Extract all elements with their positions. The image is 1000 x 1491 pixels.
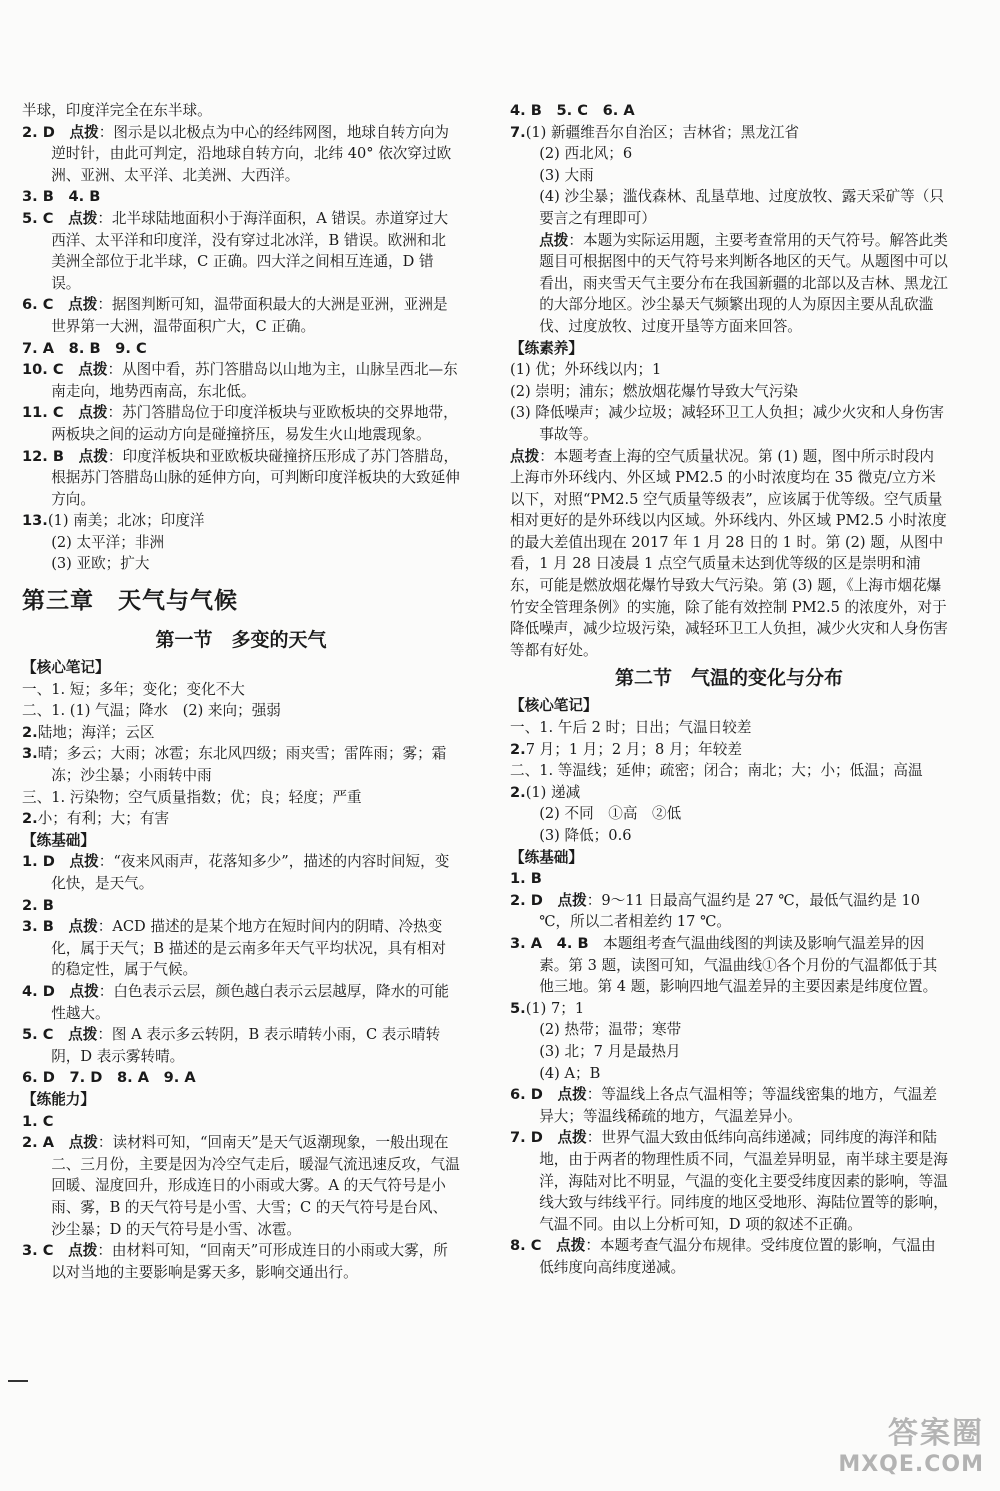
answer-text: ：等温线上各点气温相等；等温线密集的地方，气温差异大；等温线稀疏的地方，气温差异小。 xyxy=(539,1086,937,1125)
answer-text: ：印度洋板块和亚欧板块碰撞挤压形成了苏门答腊岛，根据苏门答腊岛山脉的延伸方向，可判断印度洋板块的大致延伸方向。 xyxy=(51,447,460,508)
hint-label: 点拨 xyxy=(69,123,99,141)
answer-text: 三、1. 污染物；空气质量指数；优；良；轻度；严重 xyxy=(22,788,362,806)
answer-text: (2) 西北风；6 xyxy=(539,145,633,163)
answer-number: 7. xyxy=(510,123,526,141)
hint-label: 点拨 xyxy=(69,853,99,871)
answer-item xyxy=(22,1024,460,1067)
answer-item xyxy=(22,532,460,554)
answer-number: 4. D xyxy=(22,982,55,1000)
answer-text: ：本题考查气温分布规律。受纬度位置的影响，气温由低纬度向高纬度递减。 xyxy=(539,1237,936,1276)
answer-item xyxy=(510,825,948,847)
hint-label: 点拨 xyxy=(78,361,108,379)
answer-text: (3) 北；7 月是最热月 xyxy=(539,1042,681,1060)
answer-text: (1) 递减 xyxy=(525,783,581,801)
answer-text: 二、1. (1) 气温；降水 (2) 来向；强弱 xyxy=(22,702,281,720)
answer-number: 6. C xyxy=(22,296,54,314)
answer-number: 1. D xyxy=(22,853,55,871)
answer-item xyxy=(22,787,460,809)
section-title: 第一节 多变的天气 xyxy=(155,629,327,652)
answer-text: ：本题为实际运用题，主要考查常用的天气符号。解答此类题目可根据图中的天气符号来判断各地区的天气。从题图中可以看出，雨夹雪天气主要分布在我国新疆的北部以及吉林、黑龙江的大部分地区。沙尘暴天气频繁出现的人为原因主要从乱砍滥伐、过度放牧、过度开垦等方面来回答。 xyxy=(539,231,948,335)
answer-text: (1) 南美；北冰；印度洋 xyxy=(47,512,205,530)
section-title: 第二节 气温的变化与分布 xyxy=(614,667,843,690)
answer-text: (2) 热带；温带；寒带 xyxy=(539,1021,682,1039)
answer-number: 4. B 5. C 6. A xyxy=(510,102,635,119)
answer-text: ：北半球陆地面积小于海洋面积，A 错误。赤道穿过大西洋、太平洋和印度洋，没有穿过北冰洋，B 错误。欧洲和北美洲全部位于北半球，C 正确。四大洋之间相互连通，D 错误。 xyxy=(51,209,449,292)
answer-item xyxy=(22,981,460,1024)
answer-text: 7 月；1 月；2 月；8 月；年较差 xyxy=(525,740,742,758)
answer-number: 13. xyxy=(22,512,48,530)
hint-label: 点拨 xyxy=(68,296,98,314)
answer-item xyxy=(510,1041,948,1063)
answer-item xyxy=(22,808,460,830)
answer-item xyxy=(22,743,460,786)
left-column xyxy=(22,100,460,1283)
answer-text: (4) 沙尘暴；滥伐森林、乱垦草地、过度放牧、露天采矿等（只要言之有理即可） xyxy=(539,188,944,227)
hint-label: 点拨 xyxy=(78,447,108,465)
answer-item xyxy=(510,381,948,403)
hint-label: 点拨 xyxy=(510,447,540,465)
answer-text: 小；有利；大；有害 xyxy=(37,810,170,828)
hint-label: 点拨 xyxy=(557,891,587,909)
answer-item xyxy=(22,553,460,575)
answer-item xyxy=(22,446,460,511)
answer-text: 一、1. 午后 2 时；日出；气温日较差 xyxy=(510,719,752,737)
hint-label: 点拨 xyxy=(68,1026,98,1044)
answer-item xyxy=(510,933,948,998)
answer-text: 二、1. 等温线；延伸；疏密；闭合；南北；大；小；低温；高温 xyxy=(510,762,923,780)
answer-text: (3) 亚欧；扩大 xyxy=(51,555,150,573)
hint-label: 点拨 xyxy=(557,1086,587,1104)
answer-item xyxy=(510,230,948,338)
answer-text: (2) 不同 ①高 ②低 xyxy=(539,805,682,823)
answer-number: 5. C xyxy=(22,1026,54,1044)
answer-item xyxy=(22,895,460,917)
chapter-title: 第三章 天气与气候 xyxy=(22,588,238,615)
answer-text: ：世界气温大致由低纬向高纬递减；同纬度的海洋和陆地，由于两者的物理性质不同，气温差异明显，南半球主要是海洋，海陆对比不明显，气温的变化主要受纬度因素的影响，等温线大致与纬线平行。同纬度的地区受地形、海陆位置等的影响，气温不同。由以上分析可知，D 项的叙述不正确。 xyxy=(539,1129,948,1233)
answer-text: ：ACD 描述的是某个地方在短时间内的阴晴、冷热变化，属于天气；B 描述的是云南多年天气平均状况，具有相对的稳定性，属于气候。 xyxy=(51,918,446,979)
answer-item xyxy=(510,717,948,739)
answer-number: 10. C xyxy=(22,361,64,379)
answer-item xyxy=(22,1240,460,1283)
answer-item xyxy=(22,851,460,894)
answer-text: ：据图判断可知，温带面积最大的大洲是亚洲，亚洲是世界第一大洲，温带面积广大，C 正确。 xyxy=(51,296,448,335)
answer-item xyxy=(22,916,460,981)
answer-item xyxy=(22,722,460,744)
answer-item xyxy=(22,359,460,402)
answer-number: 11. C xyxy=(22,404,64,422)
answer-number: 6. D 7. D 8. A 9. A xyxy=(22,1069,196,1087)
answer-number: 7. A 8. B 9. C xyxy=(22,339,147,357)
answer-number: 2. xyxy=(22,723,38,741)
answer-item xyxy=(510,1019,948,1041)
answer-text: ：“夜来风雨声，花落知多少”，描述的内容时间短，变化快，是天气。 xyxy=(51,853,450,892)
answer-text: (1) 7；1 xyxy=(525,999,585,1017)
answer-text: (3) 大雨 xyxy=(539,166,594,184)
watermark-url: MXQE.COM xyxy=(838,1452,984,1477)
section-label: 【核心笔记】 xyxy=(22,659,110,677)
answer-text: ：苏门答腊岛位于印度洋板块与亚欧板块的交界地带，两板块之间的运动方向是碰撞挤压，易发生火山地震现象。 xyxy=(51,404,458,443)
answer-item xyxy=(22,122,460,187)
answer-item xyxy=(510,402,948,445)
answer-number: 1. C xyxy=(22,1112,54,1130)
watermark xyxy=(838,1408,984,1477)
answer-text: (4) A；B xyxy=(539,1064,601,1082)
answer-item xyxy=(510,100,948,122)
answer-item xyxy=(510,143,948,165)
answer-item xyxy=(22,294,460,337)
answer-item xyxy=(22,700,460,722)
answer-item xyxy=(510,803,948,825)
answer-item xyxy=(510,1127,948,1235)
answer-item xyxy=(22,186,460,208)
answer-item xyxy=(510,1235,948,1278)
answer-text: (2) 崇明；浦东；燃放烟花爆竹导致大气污染 xyxy=(510,382,799,400)
answer-text: ：从图中看，苏门答腊岛以山地为主，山脉呈西北—东南走向，地势西南高，东北低。 xyxy=(51,361,458,400)
section-label: 【核心笔记】 xyxy=(510,697,598,715)
answer-item xyxy=(510,739,948,761)
right-column xyxy=(510,100,948,1278)
hint-label: 点拨 xyxy=(68,918,98,936)
answer-item xyxy=(22,1067,460,1089)
answer-text: ：读材料可知，“回南天”是天气返潮现象，一般出现在二、三月份，主要是因为冷空气走后，暖湿气流迅速反攻，气温回暖、湿度回升，形成连日的小雨或大雾。A 的天气符号是小雨、雾，B 的天气符号是小雪、大雪；C 的天气符号是台风、沙尘暴；D 的天气符号是小雪、冰雹。 xyxy=(51,1134,460,1238)
answer-number: 3. B xyxy=(22,918,54,936)
answer-number: 12. B xyxy=(22,447,65,465)
answer-item xyxy=(22,208,460,294)
answer-text: 半球，印度洋完全在东半球。 xyxy=(22,102,212,119)
answer-item xyxy=(22,679,460,701)
section-label: 【练基础】 xyxy=(510,848,583,866)
answer-number: 2. B xyxy=(22,896,54,914)
answer-number: 2. xyxy=(22,810,38,828)
answer-text: ：图示是以北极点为中心的经纬网图，地球自转方向为逆时针，由此可判定，沿地球自转方向，北纬 40° 依次穿过欧洲、亚洲、太平洋、北美洲、大西洋。 xyxy=(51,123,452,184)
answer-item xyxy=(510,760,948,782)
answer-text: ：由材料可知，“回南天”可形成连日的小雨或大雾，所以对当地的主要影响是雾天多，影响交通出行。 xyxy=(51,1242,448,1281)
answer-item xyxy=(22,1111,460,1133)
answer-number: 6. D xyxy=(510,1086,543,1104)
answer-item xyxy=(22,402,460,445)
answer-item xyxy=(510,165,948,187)
answer-item xyxy=(510,868,948,890)
hint-label: 点拨 xyxy=(68,1134,98,1152)
watermark-logo: 答案圈 xyxy=(888,1416,984,1451)
answer-number: 3. C xyxy=(22,1242,54,1260)
hint-label: 点拨 xyxy=(557,1129,587,1147)
answer-number: 3. A 4. B xyxy=(510,934,589,952)
answer-text: 晴；多云；大雨；冰雹；东北风四级；雨夹雪；雷阵雨；雾；霜冻；沙尘暴；小雨转中雨 xyxy=(37,745,447,785)
answer-number: 2. xyxy=(510,783,526,801)
answer-text: (3) 降低噪声；减少垃圾；减轻环卫工人负担；减少火灾和人身伤害事故等。 xyxy=(510,404,944,443)
answer-number: 5. C xyxy=(22,209,54,227)
answer-number: 8. C xyxy=(510,1237,542,1255)
answer-item xyxy=(22,1132,460,1240)
answer-text: 本题组考查气温曲线图的判读及影响气温差异的因素。第 3 题，读图可知，气温曲线①各个月份的气温都低于其他三地。第 4 题，影响四地气温差异的主要因素是纬度位置。 xyxy=(539,934,938,996)
answer-item xyxy=(510,122,948,144)
answer-item xyxy=(510,359,948,381)
answer-text: ：9～11 日最高气温约是 27 ℃，最低气温约是 10 ℃，所以二者相差约 17 ℃。 xyxy=(539,891,921,931)
answer-item xyxy=(510,782,948,804)
section-label: 【练基础】 xyxy=(22,831,95,849)
answer-item xyxy=(510,890,948,933)
answer-number: 3. B 4. B xyxy=(22,188,101,206)
hint-label: 点拨 xyxy=(78,404,108,422)
section-label: 【练能力】 xyxy=(22,1090,95,1108)
answer-text: (2) 太平洋；非洲 xyxy=(51,533,165,551)
answer-item xyxy=(22,510,460,532)
answer-number: 2. A xyxy=(22,1134,55,1152)
page-number-mark xyxy=(8,1380,28,1382)
answer-text: (1) 优；外环线以内；1 xyxy=(510,361,662,379)
answer-item xyxy=(22,100,460,122)
answer-item xyxy=(22,338,460,360)
answer-number: 2. xyxy=(510,740,526,758)
hint-label: 点拨 xyxy=(539,231,569,249)
answer-text: (3) 降低；0.6 xyxy=(539,827,632,844)
answer-number: 2. D xyxy=(510,891,543,909)
answer-text: ：图 A 表示多云转阴，B 表示晴转小雨，C 表示晴转阴，D 表示雾转晴。 xyxy=(51,1026,441,1065)
hint-label: 点拨 xyxy=(68,209,98,227)
answer-text: ：本题考查上海的空气质量状况。第 (1) 题，图中所示时段内上海市外环线内、外区域 PM2.5 的小时浓度均在 35 微克/立方米以下，对照“PM2.5 空气质量等级表”，应该属于优等级。空气质量相对更好的是外环线以内区域。外环线内、外区域 PM2.5 小时浓度的最大差值出现在 2017 年 1 月 28 日的 1 时。第 (2) 题，从图中看，1 月 28 日凌晨 1 点空气质量未达到优等级的区是崇明和浦东，可能是燃放烟花爆竹导致大气污染。第 (3) 题，《上海市烟花爆竹安全管理条例》的实施，除了能有效控制 PM2.5 的浓度外，对于降低噪声，减少垃圾污染，减轻环卫工人负担，减少火灾和人身伤害等都有好处。 xyxy=(510,447,948,659)
answer-number: 2. D xyxy=(22,123,55,141)
hint-label: 点拨 xyxy=(556,1237,586,1255)
hint-label: 点拨 xyxy=(68,1242,98,1260)
answer-number: 7. D xyxy=(510,1129,543,1147)
hint-label: 点拨 xyxy=(69,982,99,1000)
answer-item xyxy=(510,998,948,1020)
answer-number: 5. xyxy=(510,999,526,1017)
section-label: 【练素养】 xyxy=(510,339,583,357)
answer-item xyxy=(510,1084,948,1127)
answer-number: 1. B xyxy=(510,870,542,888)
answer-number: 3. xyxy=(22,745,38,763)
answer-item xyxy=(510,446,948,662)
answer-text: 陆地；海洋；云区 xyxy=(37,723,155,741)
answer-item xyxy=(510,186,948,229)
answer-text: 一、1. 短；多年；变化；变化不大 xyxy=(22,680,245,698)
answer-text: ：白色表示云层，颜色越白表示云层越厚，降水的可能性越大。 xyxy=(51,982,449,1022)
answer-text: (1) 新疆维吾尔自治区；吉林省；黑龙江省 xyxy=(525,123,800,141)
answer-item xyxy=(510,1063,948,1085)
